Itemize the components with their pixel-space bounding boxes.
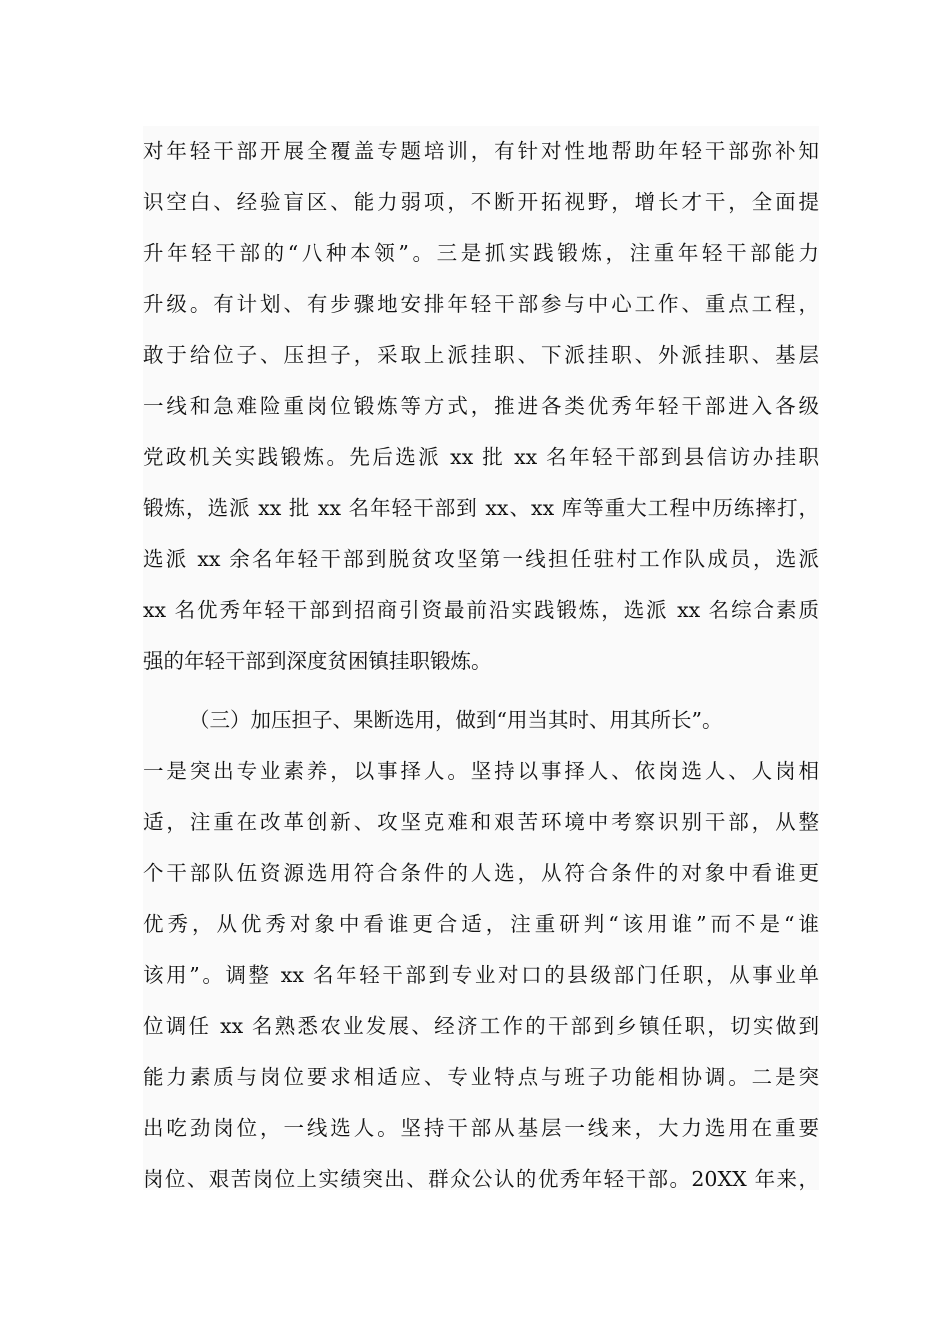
text-line: 选派 xx 余名年轻干部到脱贫攻坚第一线担任驻村工作队成员，选派 <box>143 547 819 571</box>
text-line: 锻炼，选派 xx 批 xx 名年轻干部到 xx、xx 库等重大工程中历练摔打， <box>143 496 819 520</box>
text-line: 党政机关实践锻炼。先后选派 xx 批 xx 名年轻干部到县信访办挂职 <box>143 445 819 469</box>
text-line: 出吃劲岗位，一线选人。坚持干部从基层一线来，大力选用在重要 <box>143 1116 819 1140</box>
text-line: xx 名优秀年轻干部到招商引资最前沿实践锻炼，选派 xx 名综合素质 <box>143 598 819 622</box>
text-line: 识空白、经验盲区、能力弱项，不断开拓视野，增长才干，全面提 <box>143 190 819 214</box>
text-line: 升年轻干部的“八种本领”。三是抓实践锻炼，注重年轻干部能力 <box>143 241 819 265</box>
text-line: 敢于给位子、压担子，采取上派挂职、下派挂职、外派挂职、基层 <box>143 343 819 367</box>
text-line: 位调任 xx 名熟悉农业发展、经济工作的干部到乡镇任职，切实做到 <box>143 1014 819 1038</box>
text-line: 该用”。调整 xx 名年轻干部到专业对口的县级部门任职，从事业单 <box>143 963 819 987</box>
text-line: 对年轻干部开展全覆盖专题培训，有针对性地帮助年轻干部弥补知 <box>143 139 819 163</box>
paragraph-training-practice <box>143 126 819 687</box>
text-line: 个干部队伍资源选用符合条件的人选，从符合条件的对象中看谁更 <box>143 861 819 885</box>
text-line: 能力素质与岗位要求相适应、专业特点与班子功能相协调。二是突 <box>143 1065 819 1089</box>
document-body <box>143 126 819 1190</box>
text-line: 一是突出专业素养，以事择人。坚持以事择人、依岗选人、人岗相 <box>143 759 819 783</box>
text-line: 适，注重在改革创新、攻坚克难和艰苦环境中考察识别干部，从整 <box>143 810 819 834</box>
text-line: 优秀，从优秀对象中看谁更合适，注重研判“该用谁”而不是“谁 <box>143 912 819 936</box>
text-line: 强的年轻干部到深度贫困镇挂职锻炼。 <box>143 649 492 673</box>
text-line: 岗位、艰苦岗位上实绩突出、群众公认的优秀年轻干部。20XX 年来， <box>143 1167 819 1191</box>
section-heading: （三）加压担子、果断选用，做到“用当其时、用其所长”。 <box>189 708 723 732</box>
text-line: 升级。有计划、有步骤地安排年轻干部参与中心工作、重点工程， <box>143 292 819 316</box>
text-line: 一线和急难险重岗位锻炼等方式，推进各类优秀年轻干部进入各级 <box>143 394 819 418</box>
paragraph-section-three <box>143 695 819 1205</box>
